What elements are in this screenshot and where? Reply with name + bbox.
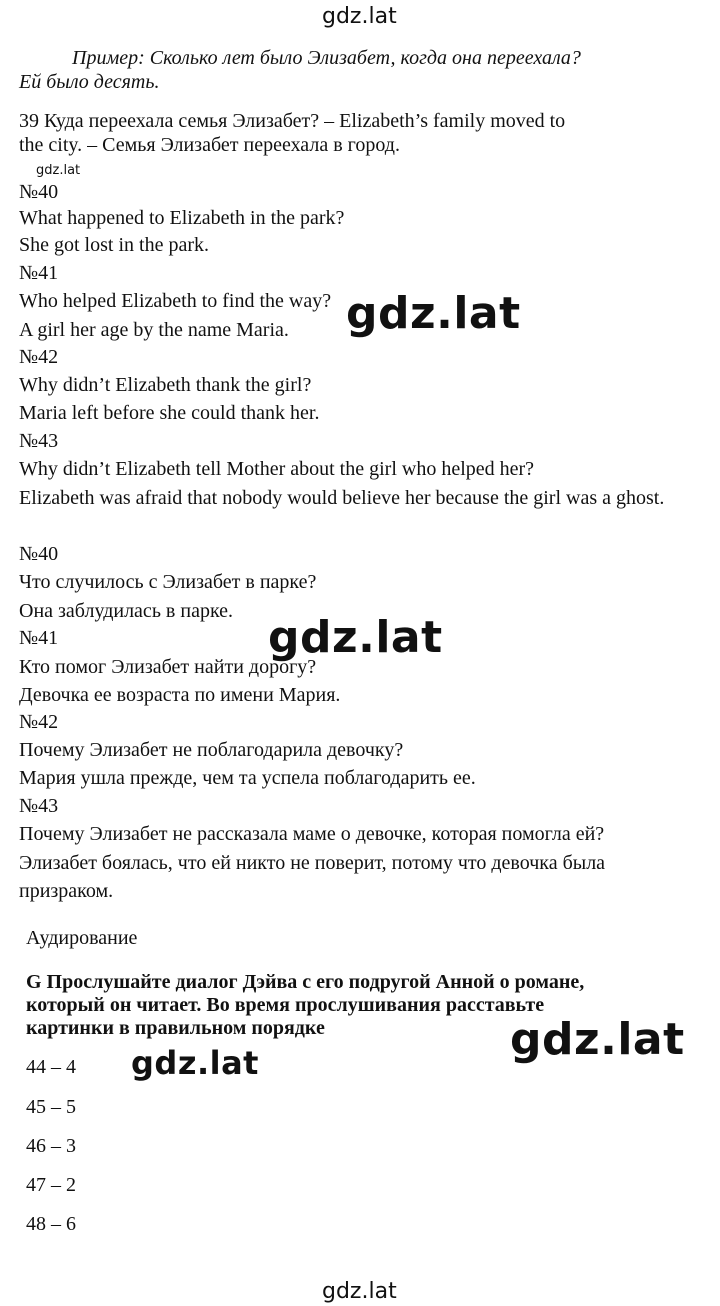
ru-question-41: Кто помог Элизабет найти дорогу?	[19, 656, 317, 678]
listening-task-line-3: картинки в правильном порядке	[26, 1017, 325, 1039]
listening-task-line-1: G Прослушайте диалог Дэйва с его подругой Анной о романе,	[26, 971, 585, 993]
en-answer-43: Elizabeth was afraid that nobody would believe her because the girl was a ghost.	[19, 487, 665, 509]
item-39-line-1: 39 Куда переехала семья Элизабет? – Elizabeth’s family moved to	[19, 110, 566, 132]
ru-num-43: №43	[19, 795, 59, 817]
ru-answer-41: Девочка ее возраста по имени Мария.	[19, 684, 341, 706]
watermark-mid-1: gdz.lat	[346, 288, 521, 339]
example-line-1: Пример: Сколько лет было Элизабет, когда она переехала?	[72, 47, 581, 69]
en-answer-40: She got lost in the park.	[19, 234, 209, 256]
watermark-right-bottom: gdz.lat	[510, 1014, 685, 1065]
ru-answer-42: Мария ушла прежде, чем та успела поблагодарить ее.	[19, 767, 476, 789]
ru-answer-43-line-2: призраком.	[19, 880, 114, 902]
item-39-line-2: the city. – Семья Элизабет переехала в город.	[19, 134, 400, 156]
ru-question-42: Почему Элизабет не поблагодарила девочку?	[19, 739, 404, 761]
listening-answer-45: 45 – 5	[26, 1096, 76, 1118]
en-answer-42: Maria left before she could thank her.	[19, 402, 320, 424]
watermark-small: gdz.lat	[36, 163, 81, 178]
listening-answer-44: 44 – 4	[26, 1056, 76, 1078]
en-question-43: Why didn’t Elizabeth tell Mother about the girl who helped her?	[19, 458, 535, 480]
en-question-42: Why didn’t Elizabeth thank the girl?	[19, 374, 312, 396]
en-num-43: №43	[19, 430, 59, 452]
listening-answer-48: 48 – 6	[26, 1213, 76, 1235]
ru-num-42: №42	[19, 711, 59, 733]
en-num-40: №40	[19, 181, 59, 203]
ru-question-43: Почему Элизабет не рассказала маме о девочке, которая помогла ей?	[19, 823, 605, 845]
en-num-42: №42	[19, 346, 59, 368]
ru-num-40: №40	[19, 543, 59, 565]
watermark-mid-2: gdz.lat	[268, 612, 443, 663]
listening-heading: Аудирование	[26, 927, 138, 949]
ru-num-41: №41	[19, 627, 59, 649]
ru-question-40: Что случилось с Элизабет в парке?	[19, 571, 317, 593]
en-num-41: №41	[19, 262, 59, 284]
ru-answer-40: Она заблудилась в парке.	[19, 600, 234, 622]
en-question-41: Who helped Elizabeth to find the way?	[19, 290, 332, 312]
listening-answer-47: 47 – 2	[26, 1174, 76, 1196]
watermark-bottom: gdz.lat	[322, 1279, 397, 1304]
en-question-40: What happened to Elizabeth in the park?	[19, 207, 345, 229]
watermark-left-bottom: gdz.lat	[131, 1044, 259, 1082]
watermark-top: gdz.lat	[322, 4, 397, 29]
example-line-2: Ей было десять.	[19, 71, 160, 93]
ru-answer-43-line-1: Элизабет боялась, что ей никто не поверит, потому что девочка была	[19, 852, 606, 874]
listening-task-line-2: который он читает. Во время прослушивания расставьте	[26, 994, 545, 1016]
en-answer-41: A girl her age by the name Maria.	[19, 319, 289, 341]
listening-answer-46: 46 – 3	[26, 1135, 76, 1157]
